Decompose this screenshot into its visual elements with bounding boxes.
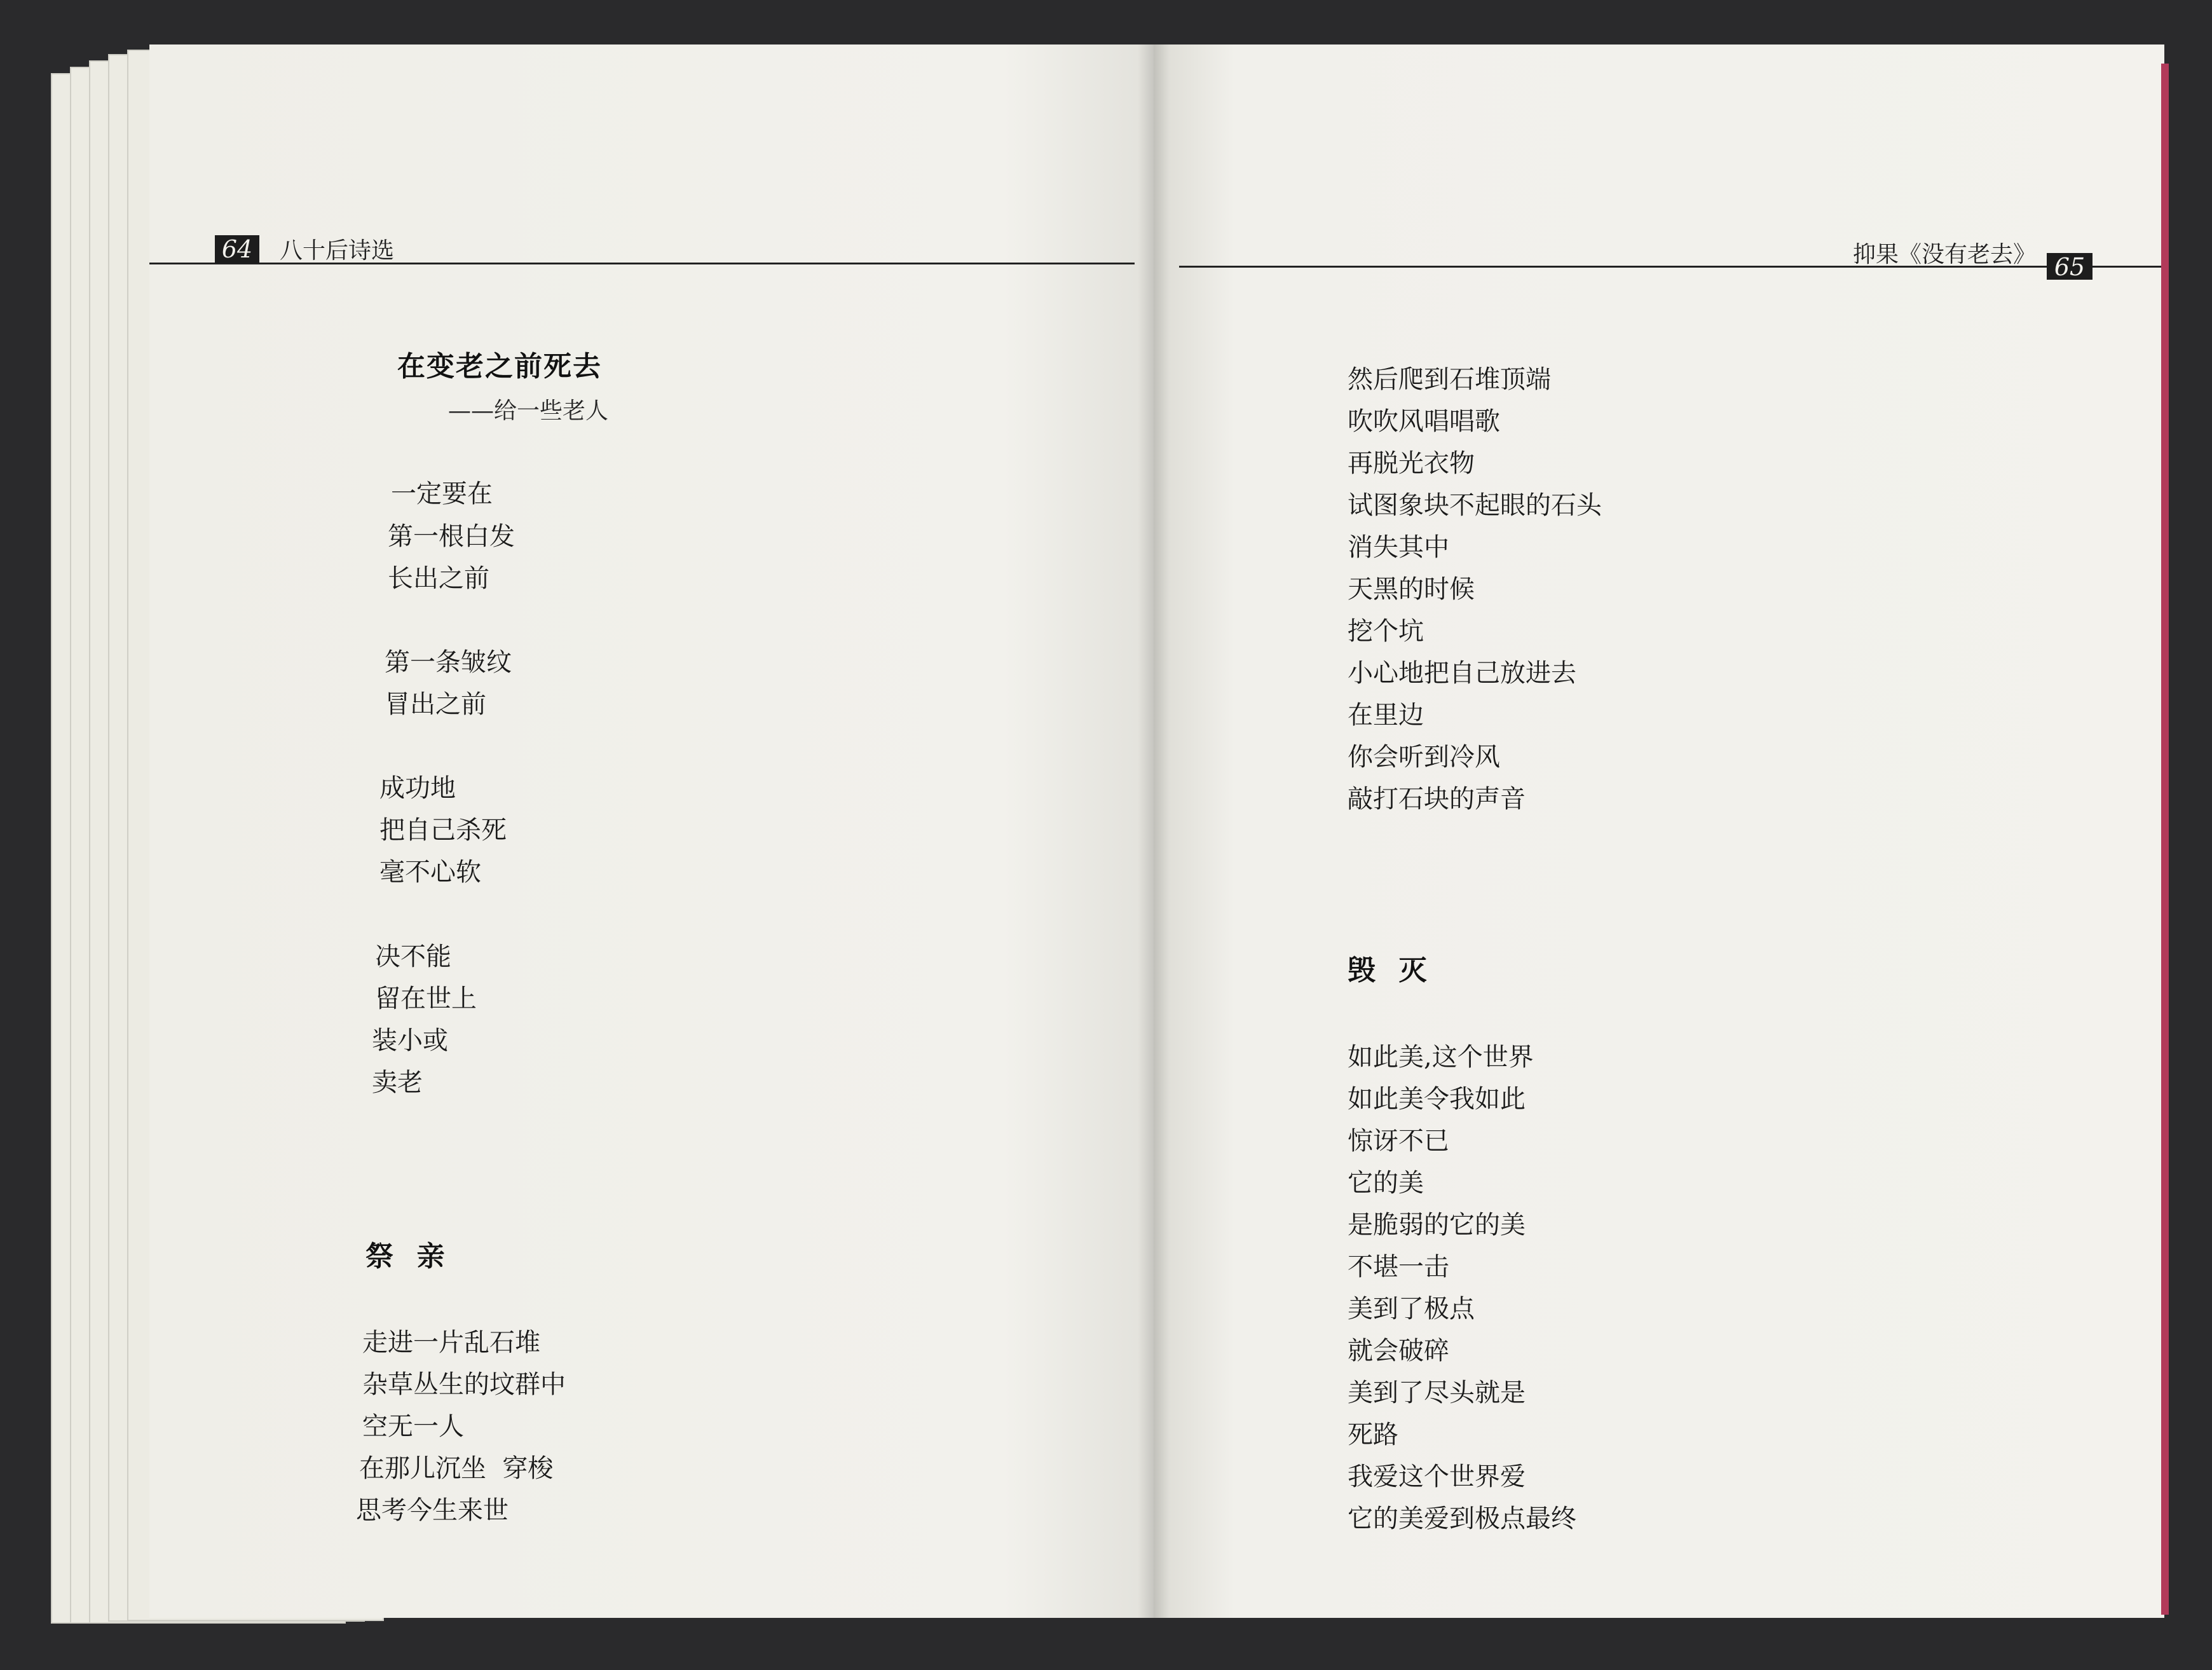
poem-line: 在那儿沉坐 穿梭 [359,1454,554,1483]
page-number: 65 [2047,253,2093,280]
poem-line: 美到了极点 [1348,1294,1475,1324]
poem-line: 小心地把自己放进去 [1348,659,1576,688]
poem-line: 把自己杀死 [379,816,507,845]
poem-line: 毫不心软 [379,858,481,887]
poem-line: 你会听到冷风 [1348,743,1500,772]
poem-line: 是脆弱的它的美 [1348,1210,1526,1240]
poem-line: 消失其中 [1348,533,1449,562]
poem-line: 我爱这个世界爱 [1348,1462,1526,1491]
book-spine-shadow [1138,44,1170,1618]
poem-line: 敲打石块的声音 [1348,784,1526,814]
poem-line: 在里边 [1348,701,1424,730]
page-edge-color [2161,64,2169,1615]
running-head: 抑果《没有老去》 [1853,242,2037,268]
poem-line: 第一条皱纹 [385,648,512,677]
poem-line: 吹吹风唱唱歌 [1348,407,1500,436]
poem-line: 然后爬到石堆顶端 [1348,365,1551,394]
poem-line: 如此美令我如此 [1348,1085,1526,1114]
poem-line: 再脱光衣物 [1348,449,1475,478]
poem-title: 祭 亲 [365,1240,446,1273]
poem-title: 在变老之前死去 [397,350,602,383]
poem-line: 留在世上 [375,984,477,1013]
poem-line: 天黑的时候 [1348,575,1475,604]
left-page [149,44,1154,1618]
poem-line: 决不能 [375,942,451,971]
poem-line: 死路 [1348,1420,1398,1449]
page-number: 64 [215,235,259,263]
poem-line: 卖老 [372,1068,423,1097]
poem-line: 长出之前 [388,564,489,593]
poem-line: 挖个坑 [1348,617,1424,646]
poem-line: 一定要在 [391,479,493,509]
poem-line: 走进一片乱石堆 [362,1328,540,1357]
poem-line: 不堪一击 [1348,1252,1449,1282]
poem-line: 成功地 [379,774,456,803]
right-page [1154,44,2164,1618]
poem-line: 杂草丛生的坟群中 [362,1370,566,1399]
poem-line: 它的美 [1348,1168,1424,1198]
poem-line: 如此美,这个世界 [1348,1043,1534,1072]
poem-line: 第一根白发 [388,522,515,551]
poem-line: 惊讶不已 [1348,1126,1449,1156]
poem-line: 冒出之前 [385,690,486,719]
poem-line: 就会破碎 [1348,1336,1449,1365]
running-head: 八十后诗选 [280,238,395,264]
poem-subtitle: ——给一些老人 [448,398,609,424]
poem-line: 装小或 [372,1026,448,1055]
poem-title: 毁 灭 [1348,954,1428,987]
poem-line: 思考今生来世 [356,1496,509,1525]
poem-line: 空无一人 [362,1412,464,1441]
poem-line: 它的美爱到极点最终 [1348,1504,1576,1533]
poem-line: 试图象块不起眼的石头 [1348,491,1602,520]
poem-line: 美到了尽头就是 [1348,1378,1526,1407]
